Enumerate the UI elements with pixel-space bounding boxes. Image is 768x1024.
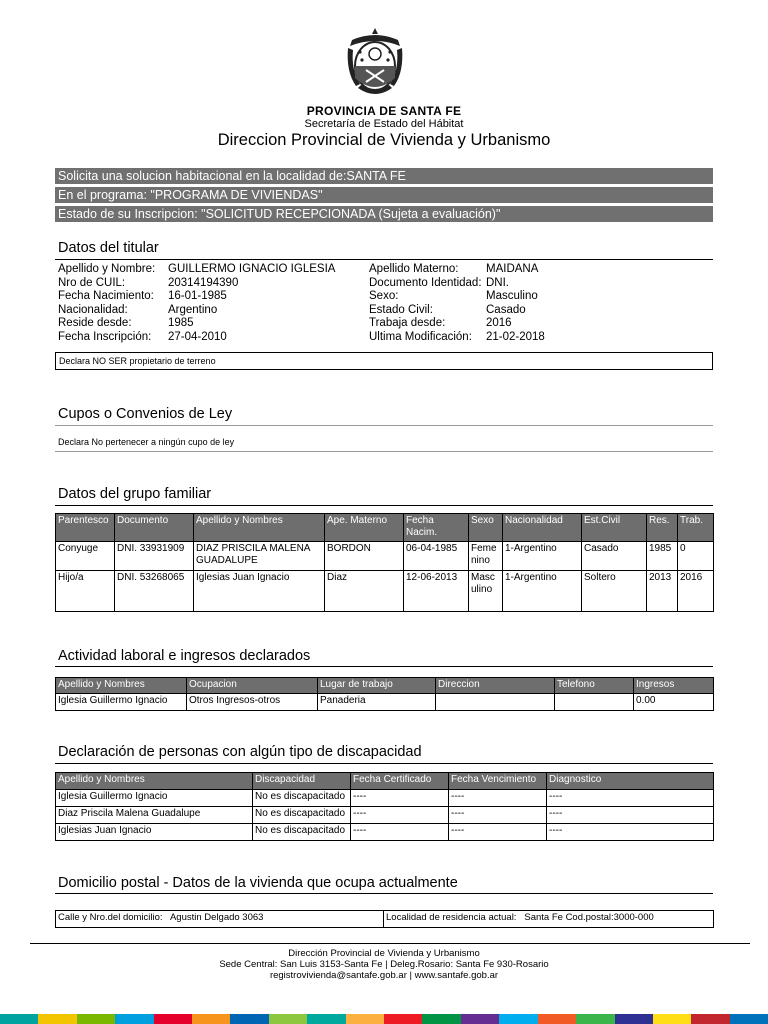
stripe-segment bbox=[499, 1014, 537, 1024]
table-cell: ---- bbox=[351, 824, 449, 841]
footer-divider bbox=[30, 943, 750, 944]
column-header: Apellido y Nombres bbox=[56, 678, 187, 694]
stripe-segment bbox=[269, 1014, 307, 1024]
table-cell: ---- bbox=[449, 790, 547, 807]
table-cell: Conyuge bbox=[56, 542, 115, 571]
table-cell: DIAZ PRISCILA MALENA GUADALUPE bbox=[194, 542, 325, 571]
table-cell: Otros Ingresos-otros bbox=[187, 694, 318, 711]
calle-label: Calle y Nro.del domicilio: bbox=[58, 912, 163, 923]
table-row bbox=[56, 824, 714, 841]
field-value: 20314194390 bbox=[168, 276, 239, 289]
column-header: Apellido y Nombres bbox=[56, 773, 253, 790]
titular-heading: Datos del titular bbox=[58, 240, 159, 256]
field-value: Casado bbox=[486, 303, 526, 316]
titular-left-values bbox=[168, 263, 335, 345]
localidad-label: Localidad de residencia actual: bbox=[386, 912, 517, 923]
table-row bbox=[56, 542, 714, 571]
laboral-divider bbox=[55, 666, 713, 667]
table-cell: 12-06-2013 bbox=[404, 571, 469, 612]
table-cell: Iglesias Juan Ignacio bbox=[56, 824, 253, 841]
table-cell: ---- bbox=[547, 790, 714, 807]
table-row bbox=[56, 911, 714, 928]
stripe-segment bbox=[77, 1014, 115, 1024]
discapacidad-heading: Declaración de personas con algún tipo de discapacidad bbox=[58, 744, 422, 760]
stripe-segment bbox=[38, 1014, 76, 1024]
field-label: Apellido y Nombre: bbox=[58, 263, 156, 275]
table-cell: ---- bbox=[547, 807, 714, 824]
province-name: PROVINCIA DE SANTA FE bbox=[306, 104, 462, 118]
discapacidad-divider bbox=[55, 763, 713, 764]
table-cell: 1985 bbox=[647, 542, 678, 571]
field-label: Trabaja desde: bbox=[369, 317, 446, 330]
table-cell: DNI. 33931909 bbox=[115, 542, 194, 571]
stripe-segment bbox=[615, 1014, 653, 1024]
stripe-segment bbox=[0, 1014, 38, 1024]
titular-right-values bbox=[486, 263, 545, 345]
field-label: Ultima Modificación: bbox=[369, 330, 472, 343]
table-row bbox=[56, 571, 714, 612]
table-cell: 1-Argentino bbox=[503, 571, 582, 612]
field-label: Fecha Nacimiento: bbox=[58, 290, 154, 303]
terreno-note: Declara NO SER propietario de terreno bbox=[55, 352, 713, 370]
table-cell: No es discapacitado bbox=[253, 824, 351, 841]
column-header: Est.Civil bbox=[582, 514, 647, 542]
table-cell: ---- bbox=[351, 790, 449, 807]
stripe-segment bbox=[384, 1014, 422, 1024]
table-cell: No es discapacitado bbox=[253, 790, 351, 807]
table-cell: 2013 bbox=[647, 571, 678, 612]
page-title: Direccion Provincial de Vivienda y Urbanismo bbox=[217, 131, 551, 149]
field-value: MAIDANA bbox=[486, 263, 539, 275]
field-value: DNI. bbox=[486, 276, 509, 289]
column-header: Fecha Vencimiento bbox=[449, 773, 547, 790]
column-header: Discapacidad bbox=[253, 773, 351, 790]
field-label: Estado Civil: bbox=[369, 303, 433, 316]
table-cell: BORDON bbox=[325, 542, 404, 571]
footer-line-1: Dirección Provincial de Vivienda y Urbanismo bbox=[288, 948, 480, 959]
stripe-segment bbox=[653, 1014, 691, 1024]
bar-estado: Estado de su Inscripcion: "SOLICITUD RECEPCIONADA (Sujeta a evaluación)" bbox=[55, 206, 713, 222]
field-value: Argentino bbox=[168, 303, 218, 316]
table-row bbox=[56, 694, 714, 711]
field-value: 16-01-1985 bbox=[168, 290, 227, 303]
stripe-segment bbox=[230, 1014, 268, 1024]
table-cell bbox=[436, 694, 555, 711]
field-label: Nacionalidad: bbox=[58, 303, 128, 316]
cupos-heading: Cupos o Convenios de Ley bbox=[58, 406, 233, 422]
laboral-table bbox=[55, 677, 714, 711]
stripe-segment bbox=[730, 1014, 768, 1024]
calle-value: Agustin Delgado 3063 bbox=[169, 912, 264, 923]
domicilio-divider bbox=[55, 893, 713, 894]
bar-localidad: Solicita una solucion habitacional en la localidad de:SANTA FE bbox=[55, 168, 713, 184]
table-cell: 0 bbox=[678, 542, 714, 571]
table-header-row bbox=[56, 678, 714, 694]
table-cell: Casado bbox=[582, 542, 647, 571]
cupos-note: Declara No pertenecer a ningún cupo de ley bbox=[58, 437, 235, 447]
field-label: Nro de CUIL: bbox=[58, 276, 126, 289]
column-header: Lugar de trabajo bbox=[318, 678, 436, 694]
table-cell: Soltero bbox=[582, 571, 647, 612]
table-cell: Panaderia bbox=[318, 694, 436, 711]
table-cell bbox=[56, 911, 384, 928]
column-header: Trab. bbox=[678, 514, 714, 542]
column-header: Apellido y Nombres bbox=[194, 514, 325, 542]
stripe-segment bbox=[192, 1014, 230, 1024]
province-seal-icon bbox=[342, 26, 408, 102]
column-header: Ape. Materno bbox=[325, 514, 404, 542]
grupo-table bbox=[55, 513, 714, 612]
column-header: Fecha Nacim. bbox=[404, 514, 469, 542]
table-cell: Feme nino bbox=[469, 542, 503, 571]
field-value: 27-04-2010 bbox=[168, 330, 227, 343]
field-label: Documento Identidad: bbox=[369, 276, 482, 289]
table-row bbox=[56, 790, 714, 807]
column-header: Ocupacion bbox=[187, 678, 318, 694]
table-cell bbox=[555, 694, 634, 711]
stripe-segment bbox=[307, 1014, 345, 1024]
table-header-row bbox=[56, 773, 714, 790]
table-cell: Iglesias Juan Ignacio bbox=[194, 571, 325, 612]
discapacidad-table bbox=[55, 772, 714, 841]
table-cell: Diaz bbox=[325, 571, 404, 612]
field-value: 21-02-2018 bbox=[486, 330, 545, 343]
table-header-row bbox=[56, 514, 714, 542]
stripe-segment bbox=[691, 1014, 729, 1024]
table-cell bbox=[384, 911, 714, 928]
table-cell: Iglesia Guillermo Ignacio bbox=[56, 694, 187, 711]
secretaria-name: Secretaría de Estado del Hábitat bbox=[304, 118, 464, 130]
titular-divider bbox=[55, 259, 713, 260]
column-header: Res. bbox=[647, 514, 678, 542]
table-cell: 1-Argentino bbox=[503, 542, 582, 571]
column-header: Nacionalidad bbox=[503, 514, 582, 542]
cupos-divider bbox=[55, 425, 713, 426]
table-cell: Masc ulino bbox=[469, 571, 503, 612]
table-cell: 0.00 bbox=[634, 694, 714, 711]
table-cell: 06-04-1985 bbox=[404, 542, 469, 571]
field-label: Sexo: bbox=[369, 290, 399, 303]
stripe-segment bbox=[422, 1014, 460, 1024]
field-label: Reside desde: bbox=[58, 317, 132, 330]
bar-programa: En el programa: "PROGRAMA DE VIVIENDAS" bbox=[55, 187, 713, 203]
laboral-heading: Actividad laboral e ingresos declarados bbox=[58, 648, 311, 664]
column-header: Parentesco bbox=[56, 514, 115, 542]
titular-left-labels bbox=[58, 263, 155, 345]
stripe-segment bbox=[154, 1014, 192, 1024]
stripe-segment bbox=[538, 1014, 576, 1024]
column-header: Ingresos bbox=[634, 678, 714, 694]
table-cell: ---- bbox=[351, 807, 449, 824]
stripe-segment bbox=[461, 1014, 499, 1024]
table-cell: Diaz Priscila Malena Guadalupe bbox=[56, 807, 253, 824]
stripe-segment bbox=[576, 1014, 614, 1024]
color-stripe bbox=[0, 1014, 768, 1024]
stripe-segment bbox=[115, 1014, 153, 1024]
field-value: GUILLERMO IGNACIO IGLESIA bbox=[168, 263, 336, 275]
table-cell: ---- bbox=[449, 824, 547, 841]
field-value: Masculino bbox=[486, 290, 538, 303]
localidad-value: Santa Fe Cod.postal:3000-000 bbox=[524, 912, 654, 923]
field-value: 1985 bbox=[168, 317, 194, 330]
grupo-divider bbox=[55, 505, 713, 506]
domicilio-table bbox=[55, 910, 714, 928]
cupos-divider-bottom bbox=[55, 451, 713, 452]
column-header: Documento bbox=[115, 514, 194, 542]
table-row bbox=[56, 807, 714, 824]
field-label: Fecha Inscripción: bbox=[58, 330, 152, 343]
stripe-segment bbox=[346, 1014, 384, 1024]
column-header: Fecha Certificado bbox=[351, 773, 449, 790]
table-cell: Hijo/a bbox=[56, 571, 115, 612]
footer-line-3: registrovivienda@santafe.gob.ar | www.santafe.gob.ar bbox=[269, 970, 499, 981]
column-header: Telefono bbox=[555, 678, 634, 694]
table-cell: No es discapacitado bbox=[253, 807, 351, 824]
column-header: Diagnostico bbox=[547, 773, 714, 790]
table-cell: Iglesia Guillermo Ignacio bbox=[56, 790, 253, 807]
table-cell: DNI. 53268065 bbox=[115, 571, 194, 612]
titular-right-labels bbox=[369, 263, 482, 345]
table-cell: 2016 bbox=[678, 571, 714, 612]
column-header: Sexo bbox=[469, 514, 503, 542]
table-cell: ---- bbox=[547, 824, 714, 841]
field-value: 2016 bbox=[486, 317, 512, 330]
domicilio-heading: Domicilio postal - Datos de la vivienda que ocupa actualmente bbox=[58, 875, 458, 891]
footer-line-2: Sede Central: San Luis 3153-Santa Fe | Deleg.Rosario: Santa Fe 930-Rosario bbox=[219, 959, 549, 970]
column-header: Direccion bbox=[436, 678, 555, 694]
grupo-heading: Datos del grupo familiar bbox=[58, 486, 212, 502]
field-label: Apellido Materno: bbox=[369, 263, 459, 275]
table-cell: ---- bbox=[449, 807, 547, 824]
